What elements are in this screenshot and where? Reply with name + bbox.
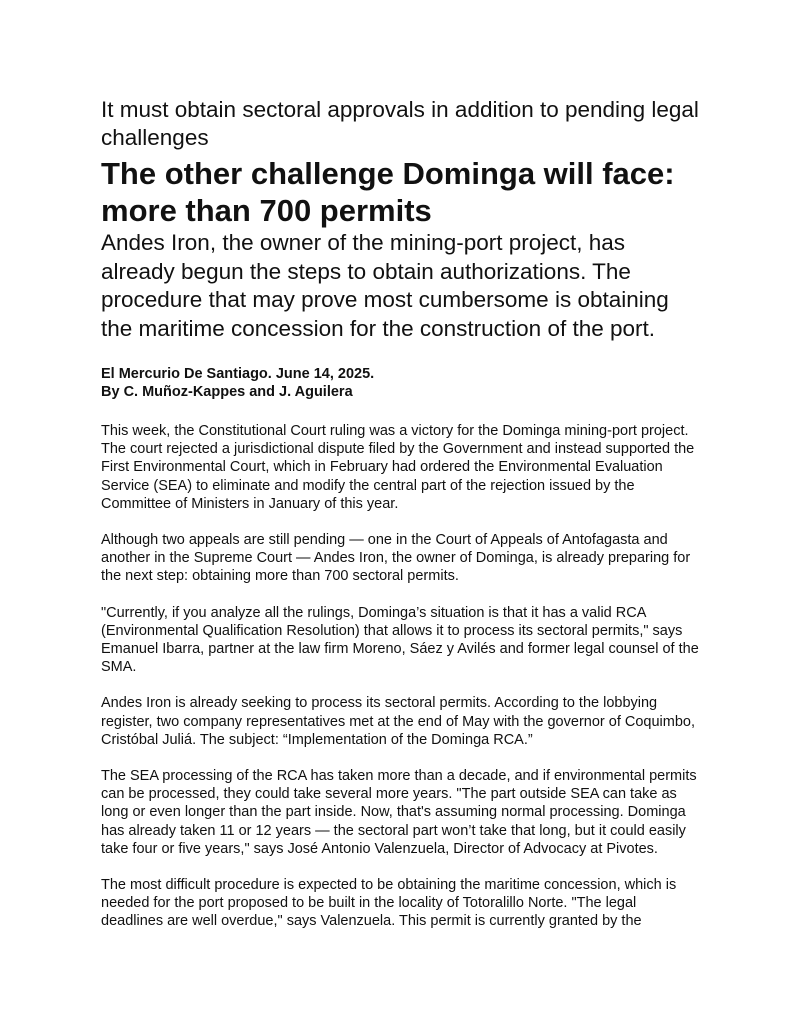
body-paragraph: The most difficult procedure is expected to be obtaining the maritime concession, which is needed for the port proposed to be built in the locality of Totoralillo Norte. "The legal deadlines are well overdue," says Valenzuela. This permit is currently granted by the bbox=[101, 877, 677, 930]
article-kicker: It must obtain sectoral approvals in addition to pending legal challenges bbox=[101, 97, 699, 150]
author-line: By C. Muñoz-Kappes and J. Aguilera bbox=[101, 384, 353, 400]
body-paragraph: Although two appeals are still pending — one in the Court of Appeals of Antofagasta and another in the Supreme Court — Andes Iron, the owner of Dominga, is already preparing for the next step: obtaining more than 700 sectoral permits. bbox=[101, 532, 691, 585]
body-paragraph: The SEA processing of the RCA has taken more than a decade, and if environmental permits can be processed, they could take several more years. "The part outside SEA can take as long or even longer than the part inside. Now, that's assuming normal processing. Dominga has already taken 11 or 12 years — the sectoral part won’t take that long, but it could easily take four or five years," says José Antonio Valenzuela, Director of Advocacy at Pivotes. bbox=[101, 768, 697, 857]
byline bbox=[101, 365, 701, 401]
body-paragraph: Andes Iron is already seeking to process its sectoral permits. According to the lobbying register, two company representatives met at the end of May with the governor of Coquimbo, Cristóbal Juliá. The subject: “Implementation of the Dominga RCA.” bbox=[101, 695, 695, 748]
article bbox=[101, 96, 701, 949]
source-line: El Mercurio De Santiago. June 14, 2025. bbox=[101, 366, 375, 382]
body-paragraph: "Currently, if you analyze all the rulings, Dominga’s situation is that it has a valid RCA (Environmental Qualification Resolution) that allows it to process its sectoral permits," says Emanuel Ibarra, partner at the law firm Moreno, Sáez y Avilés and former legal counsel of the SMA. bbox=[101, 604, 699, 676]
article-body bbox=[101, 422, 701, 931]
article-deck: Andes Iron, the owner of the mining-port project, has already begun the steps to obtain authorizations. The procedure that may prove most cumbersome is obtaining the maritime concession for the construction of the port. bbox=[101, 230, 669, 341]
article-headline: The other challenge Dominga will face: more than 700 permits bbox=[101, 156, 675, 228]
body-paragraph: This week, the Constitutional Court ruling was a victory for the Dominga mining-port project. The court rejected a jurisdictional dispute filed by the Government and instead supported the First Environmental Court, which in February had ordered the Environmental Evaluation Service (SEA) to eliminate and modify the central part of the rejection issued by the Committee of Ministers in January of this year. bbox=[101, 423, 695, 512]
